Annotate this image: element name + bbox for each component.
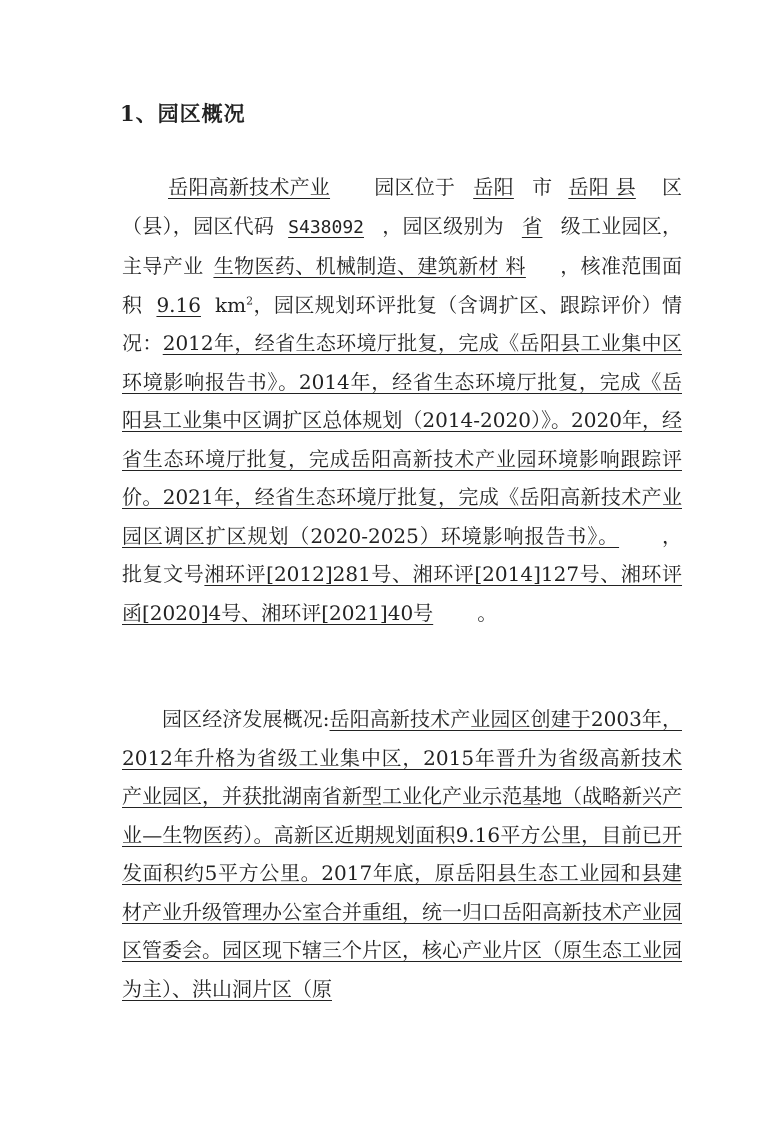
eia-history-padding bbox=[619, 524, 661, 548]
park-overview-paragraph bbox=[122, 168, 682, 632]
eia-history-field: 2012年，经省生态环境厅批复，完成《岳阳县工业集中区环境影响报告书》。2014年，经省生态环境厅批复，完成《岳阳县工业集中区调扩区总体规划（2014-2020）》。2020年，经省生态环境厅批复，完成岳阳高新技术产业园环境影响跟踪评价。2021年，经省生态环境厅批复，完成《岳阳高新技术产业园区调区扩区规划（2020-2025）环境影响报告书》。 bbox=[122, 331, 682, 548]
end-mark: 。 bbox=[477, 600, 498, 625]
city-field: 岳阳 bbox=[473, 175, 514, 199]
section-heading: 1、园区概况 bbox=[120, 101, 246, 126]
text-located: 园区位于 bbox=[374, 175, 456, 199]
economy-label: 园区经济发展概况: bbox=[162, 707, 330, 731]
text-approval: ，批复文号 bbox=[122, 523, 683, 586]
text-level: ，园区级别为 bbox=[382, 213, 504, 238]
text-eia: ，园区规划环评批复（含调扩区、跟踪评价）情况： bbox=[122, 292, 683, 355]
approval-numbers-field: 湘环评[2012]281号、湘环评[2014]127号、湘环评函[2020]4号、湘环评[2021]40号 bbox=[122, 562, 683, 625]
level-field: 省 bbox=[521, 213, 543, 238]
text-area: ，核准范围面积 bbox=[122, 254, 683, 317]
area-field: 9.16 bbox=[156, 292, 201, 317]
economy-paragraph bbox=[122, 700, 682, 1008]
park-code-field: S438092 bbox=[288, 216, 364, 238]
county-field: 岳阳 县 bbox=[568, 175, 636, 199]
economy-text: 岳阳高新技术产业园区创建于2003年，2012年升格为省级工业集中区，2015年晋升为省级高新技术产业园区，并获批湖南省新型工业化产业示范基地（战略新兴产业—生物医药）。高新区近期规划面积9.16平方公里，目前已开发面积约5平方公里。2017年底，原岳阳县生态工业园和县建材产业升级管理办公室合并重组，统一归口岳阳高新技术产业园区管委会。园区现下辖三个片区，核心产业片区（原生态工业园为主）、洪山洞片区（原 bbox=[122, 707, 682, 1001]
area-unit: $km^2$ bbox=[214, 292, 254, 317]
text-district: 区（县），园区代码 bbox=[122, 175, 683, 238]
text-level-suffix: 级工业园区，主导产业 bbox=[122, 213, 683, 278]
industries-field: 生物医药、机械制造、建筑新材 料 bbox=[213, 254, 526, 278]
text-city: 市 bbox=[531, 175, 553, 199]
park-name-field: 岳阳高新技术产业 bbox=[168, 175, 331, 199]
